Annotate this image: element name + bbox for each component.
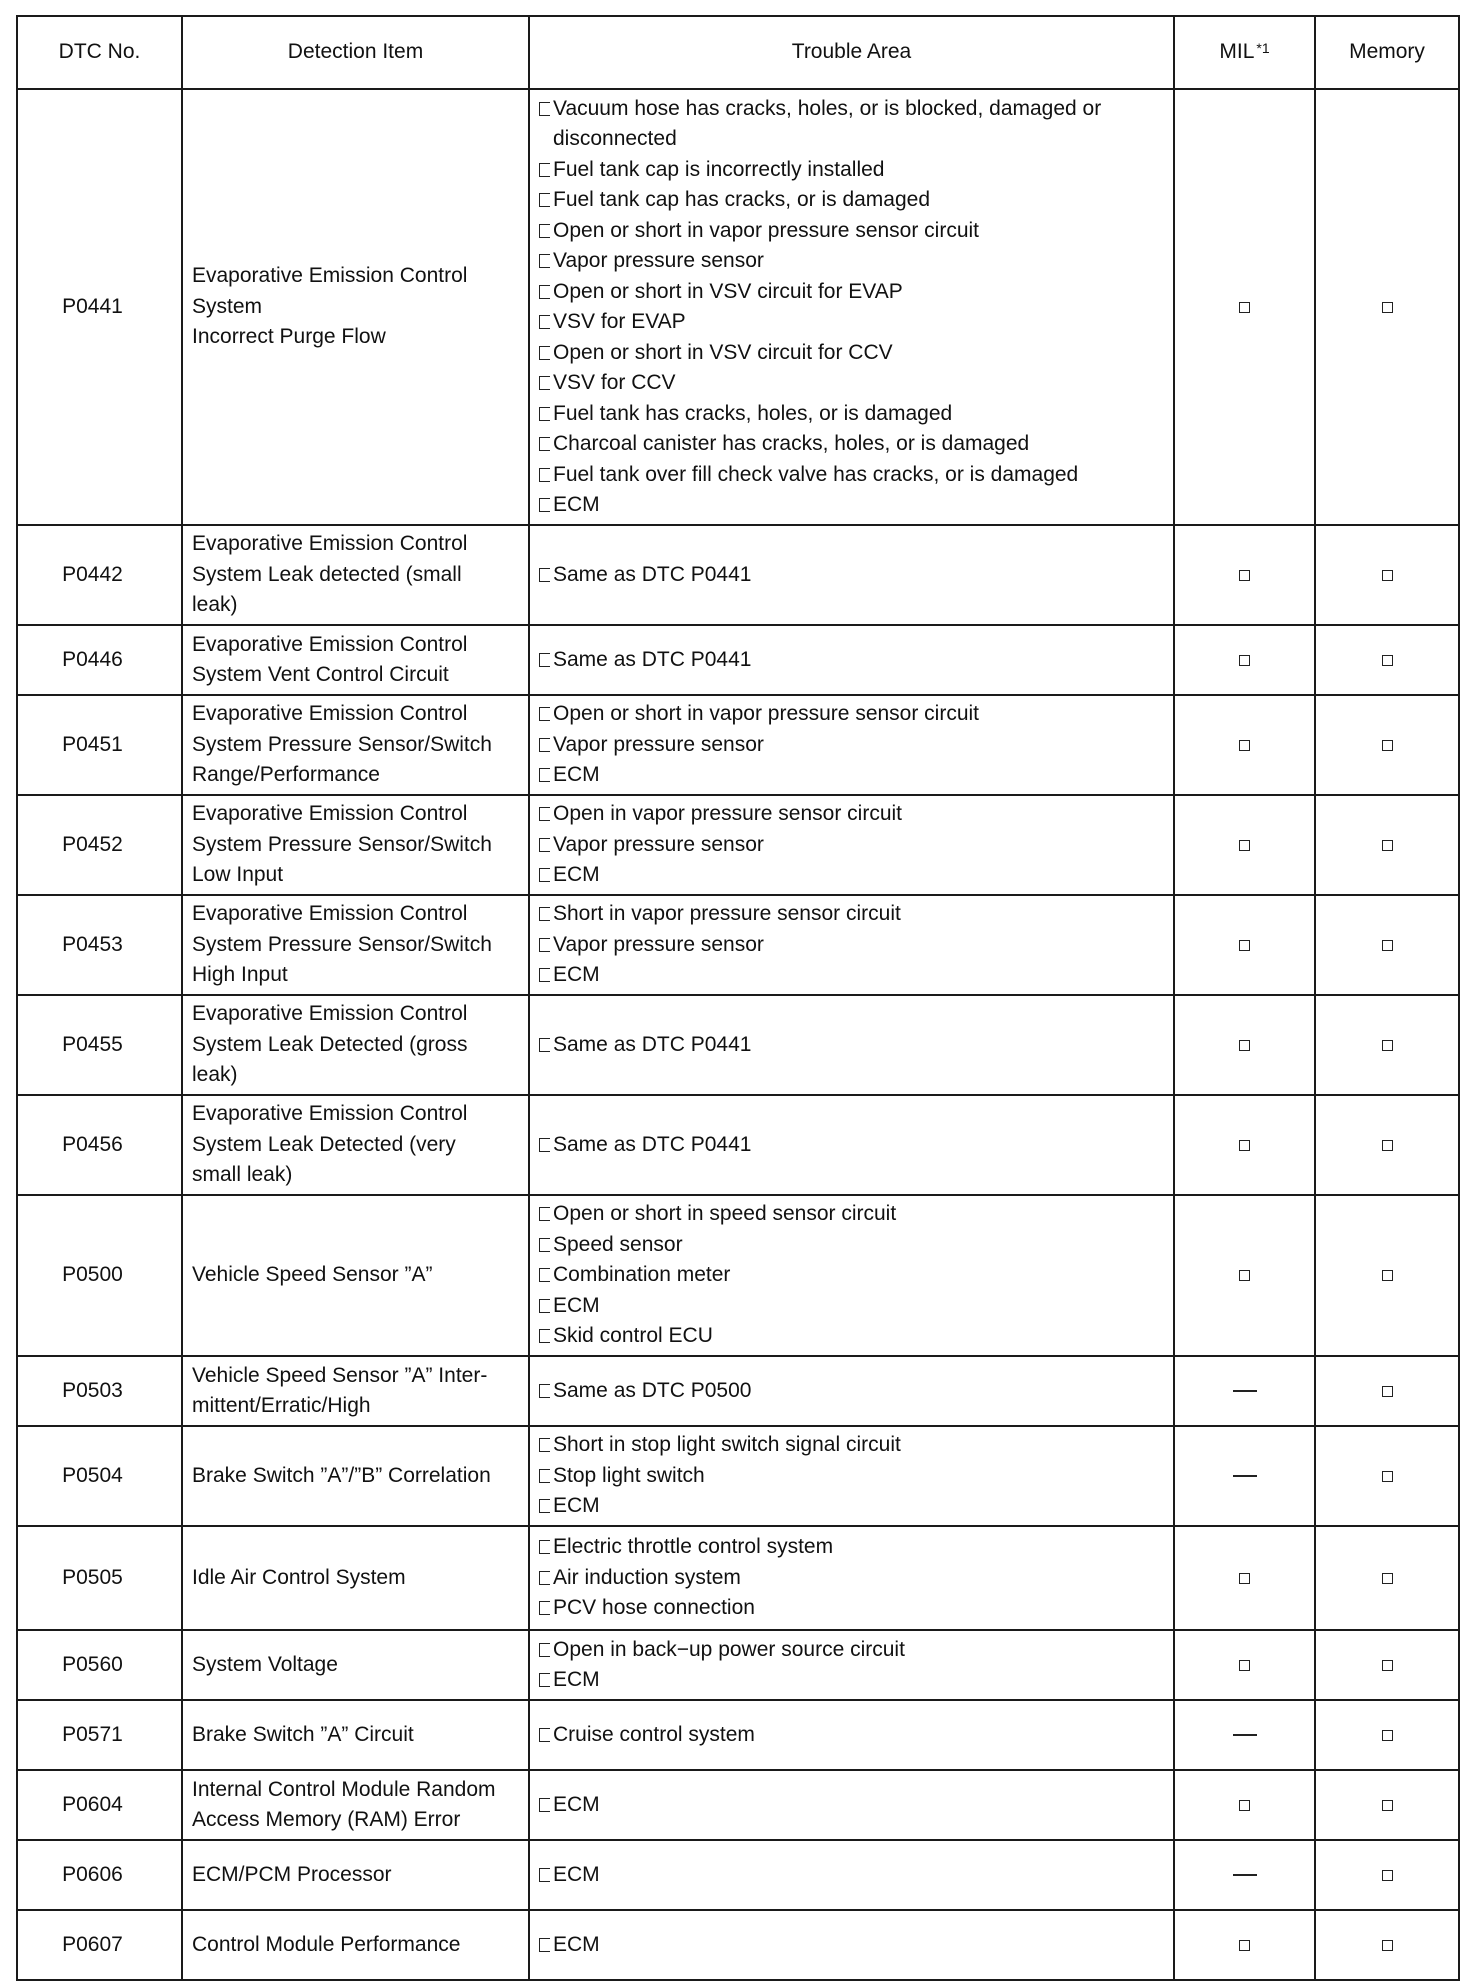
detection-item [182,1700,529,1770]
trouble-area-item: Charcoal canister has cracks, holes, or is damaged [539,429,1173,460]
detection-item [182,525,529,625]
header-dtc-no: DTC No. [17,16,182,89]
detection-item-line: Vehicle Speed Sensor ”A” Inter- [192,1363,488,1387]
trouble-area [529,995,1174,1095]
table-row [17,1630,1459,1700]
trouble-area-item: Speed sensor [539,1230,1173,1261]
checkbox-icon [1382,570,1393,581]
detection-item [182,1356,529,1426]
detection-item-line: Idle Air Control System [192,1565,406,1589]
detection-item [182,795,529,895]
checkbox-icon [1239,1270,1250,1281]
trouble-area-item: Air induction system [539,1563,1173,1594]
mil-cell [1174,795,1315,895]
mil-cell [1174,1095,1315,1195]
trouble-area [529,625,1174,695]
header-detection-item: Detection Item [182,16,529,89]
memory-cell [1315,89,1459,525]
trouble-area-item: Fuel tank over fill check valve has cracks, or is damaged [539,460,1173,491]
detection-item-line: Incorrect Purge Flow [192,325,386,349]
table-row [17,1700,1459,1770]
trouble-area-item: Same as DTC P0441 [539,560,1173,591]
memory-cell [1315,1630,1459,1700]
detection-item-line: Range/Performance [192,763,380,787]
checkbox-icon [1382,840,1393,851]
mil-cell [1174,995,1315,1095]
detection-item-line: Evaporative Emission Control [192,1002,468,1026]
detection-item [182,1840,529,1910]
trouble-area-item: ECM [539,1665,1173,1696]
header-row [17,16,1459,89]
mil-cell [1174,525,1315,625]
mil-cell [1174,1195,1315,1356]
checkbox-icon [1239,740,1250,751]
trouble-area-item: ECM [539,1930,1173,1961]
mil-cell [1174,895,1315,995]
detection-item-line: System Pressure Sensor/Switch [192,932,492,956]
memory-cell [1315,995,1459,1095]
trouble-area-item: Same as DTC P0441 [539,645,1173,676]
detection-item-line: Vehicle Speed Sensor ”A” [192,1263,433,1287]
detection-item [182,625,529,695]
detection-item-line: Evaporative Emission Control [192,902,468,926]
table-row [17,1910,1459,1980]
trouble-area-item: Open in back−up power source circuit [539,1635,1173,1666]
table-row [17,1426,1459,1526]
detection-item-line: Brake Switch ”A” Circuit [192,1722,414,1746]
trouble-area-item: Fuel tank has cracks, holes, or is damaged [539,399,1173,430]
memory-cell [1315,1700,1459,1770]
checkbox-icon [1239,1940,1250,1951]
checkbox-icon [1382,1140,1393,1151]
checkbox-icon [1239,1140,1250,1151]
dtc-number: P0442 [17,525,182,625]
trouble-area-item: Electric throttle control system [539,1532,1173,1563]
checkbox-icon [1382,1040,1393,1051]
trouble-area-item: Short in vapor pressure sensor circuit [539,899,1173,930]
checkbox-icon [1239,1660,1250,1671]
checkbox-icon [1239,940,1250,951]
detection-item [182,1630,529,1700]
mil-cell [1174,1700,1315,1770]
detection-item-line: System Leak detected (small [192,562,462,586]
table-row [17,995,1459,1095]
trouble-area-item: Vapor pressure sensor [539,930,1173,961]
detection-item-line: System Pressure Sensor/Switch [192,832,492,856]
trouble-area-item: VSV for CCV [539,368,1173,399]
mil-cell [1174,1770,1315,1840]
detection-item-line: System Leak Detected (gross [192,1032,468,1056]
checkbox-icon [1239,1573,1250,1584]
dtc-number: P0560 [17,1630,182,1700]
memory-cell [1315,895,1459,995]
detection-item-line: Brake Switch ”A”/”B” Correlation [192,1463,491,1487]
checkbox-icon [1382,1471,1393,1482]
trouble-area [529,695,1174,795]
dtc-number: P0456 [17,1095,182,1195]
trouble-area [529,1095,1174,1195]
trouble-area [529,1770,1174,1840]
detection-item-line: ECM/PCM Processor [192,1862,392,1886]
dtc-number: P0451 [17,695,182,795]
header-mil-label: MIL [1219,40,1255,64]
trouble-area-item: ECM [539,960,1173,991]
dash-icon [1233,1874,1257,1876]
checkbox-icon [1382,1270,1393,1281]
memory-cell [1315,1095,1459,1195]
memory-cell [1315,1195,1459,1356]
trouble-area-item: Same as DTC P0500 [539,1376,1173,1407]
trouble-area-item: ECM [539,1860,1173,1891]
mil-cell [1174,1526,1315,1630]
trouble-area-item: Short in stop light switch signal circuit [539,1430,1173,1461]
memory-cell [1315,1910,1459,1980]
detection-item-line: Evaporative Emission Control [192,702,468,726]
trouble-area-item: ECM [539,490,1173,521]
detection-item-line: Evaporative Emission Control [192,532,468,556]
mil-cell [1174,625,1315,695]
detection-item [182,1195,529,1356]
trouble-area-item: ECM [539,760,1173,791]
checkbox-icon [1382,940,1393,951]
dtc-number: P0455 [17,995,182,1095]
trouble-area-item: Vapor pressure sensor [539,730,1173,761]
checkbox-icon [1382,1660,1393,1671]
checkbox-icon [1239,1040,1250,1051]
trouble-area-item: Vapor pressure sensor [539,830,1173,861]
trouble-area [529,1356,1174,1426]
dtc-number: P0453 [17,895,182,995]
trouble-area [529,1910,1174,1980]
detection-item-line: System Leak Detected (very [192,1132,456,1156]
dtc-number: P0500 [17,1195,182,1356]
table-row [17,525,1459,625]
trouble-area [529,895,1174,995]
dtc-number: P0452 [17,795,182,895]
detection-item-line: leak) [192,1063,238,1087]
trouble-area-item: Stop light switch [539,1461,1173,1492]
table-row [17,1840,1459,1910]
checkbox-icon [1382,1573,1393,1584]
checkbox-icon [1382,740,1393,751]
dtc-number: P0505 [17,1526,182,1630]
checkbox-icon [1382,1386,1393,1397]
trouble-area [529,1426,1174,1526]
checkbox-icon [1382,1800,1393,1811]
detection-item-line: System Voltage [192,1652,338,1676]
dash-icon [1233,1390,1257,1392]
memory-cell [1315,1356,1459,1426]
table-body [17,89,1459,1980]
detection-item-line: System Pressure Sensor/Switch [192,732,492,756]
table-row [17,1526,1459,1630]
detection-item-line: Evaporative Emission Control [192,802,468,826]
dash-icon [1233,1734,1257,1736]
checkbox-icon [1382,302,1393,313]
table-row [17,625,1459,695]
detection-item [182,1770,529,1840]
detection-item-line: Low Input [192,863,284,887]
header-memory: Memory [1315,16,1459,89]
mil-cell [1174,1630,1315,1700]
dtc-number: P0604 [17,1770,182,1840]
trouble-area-continuation: disconnected [553,127,677,150]
header-mil [1174,16,1315,89]
mil-cell [1174,1910,1315,1980]
trouble-area-item: Open in vapor pressure sensor circuit [539,799,1173,830]
dtc-number: P0503 [17,1356,182,1426]
header-trouble-area: Trouble Area [529,16,1174,89]
trouble-area-item: PCV hose connection [539,1593,1173,1624]
detection-item [182,695,529,795]
trouble-area-item: Open or short in vapor pressure sensor circuit [539,216,1173,247]
table-row [17,1095,1459,1195]
trouble-area [529,1840,1174,1910]
checkbox-icon [1239,1800,1250,1811]
mil-cell [1174,89,1315,525]
dash-icon [1233,1475,1257,1477]
detection-item-line: Internal Control Module Random [192,1777,496,1801]
detection-item [182,1095,529,1195]
memory-cell [1315,1426,1459,1526]
trouble-area-item: Combination meter [539,1260,1173,1291]
mil-cell [1174,1356,1315,1426]
dtc-number: P0446 [17,625,182,695]
trouble-area-item: Vapor pressure sensor [539,246,1173,277]
trouble-area-item: Vacuum hose has cracks, holes, or is blocked, damaged or [539,94,1173,125]
detection-item-line: System Vent Control Circuit [192,663,449,686]
detection-item [182,1910,529,1980]
detection-item-line: System [192,294,263,318]
detection-item-line: Evaporative Emission Control [192,632,468,656]
memory-cell [1315,1526,1459,1630]
checkbox-icon [1239,655,1250,666]
header-mil-footnote: *1 [1256,40,1270,57]
trouble-area-item: Same as DTC P0441 [539,1030,1173,1061]
trouble-area [529,795,1174,895]
memory-cell [1315,525,1459,625]
trouble-area-item: Fuel tank cap has cracks, or is damaged [539,185,1173,216]
detection-item-line: Access Memory (RAM) Error [192,1808,461,1831]
detection-item-line: Evaporative Emission Control [192,264,468,288]
detection-item-line: mittent/Erratic/High [192,1394,371,1417]
trouble-area-item: Open or short in VSV circuit for EVAP [539,277,1173,308]
memory-cell [1315,795,1459,895]
trouble-area-item: ECM [539,1491,1173,1522]
memory-cell [1315,1840,1459,1910]
trouble-area [529,89,1174,525]
trouble-area-item: Same as DTC P0441 [539,1130,1173,1161]
trouble-area-item: Skid control ECU [539,1321,1173,1352]
detection-item [182,1426,529,1526]
table-row [17,895,1459,995]
memory-cell [1315,1770,1459,1840]
checkbox-icon [1382,1730,1393,1741]
table-row [17,1356,1459,1426]
dtc-number: P0607 [17,1910,182,1980]
checkbox-icon [1239,840,1250,851]
trouble-area [529,525,1174,625]
detection-item [182,1526,529,1630]
detection-item-line: Evaporative Emission Control [192,1102,468,1126]
memory-cell [1315,625,1459,695]
memory-cell [1315,695,1459,795]
trouble-area-item: Cruise control system [539,1720,1173,1751]
dtc-number: P0571 [17,1700,182,1770]
table-row [17,695,1459,795]
mil-cell [1174,695,1315,795]
trouble-area [529,1195,1174,1356]
table-row [17,89,1459,525]
trouble-area-item: Open or short in VSV circuit for CCV [539,338,1173,369]
trouble-area-item: ECM [539,1291,1173,1322]
mil-cell [1174,1426,1315,1526]
trouble-area [529,1700,1174,1770]
dtc-number: P0606 [17,1840,182,1910]
trouble-area-item: ECM [539,1790,1173,1821]
checkbox-icon [1382,1940,1393,1951]
checkbox-icon [1382,1870,1393,1881]
checkbox-icon [1239,570,1250,581]
trouble-area-item: Open or short in speed sensor circuit [539,1199,1173,1230]
detection-item [182,995,529,1095]
mil-cell [1174,1840,1315,1910]
detection-item-line: small leak) [192,1163,293,1187]
checkbox-icon [1239,302,1250,313]
detection-item-line: Control Module Performance [192,1932,461,1956]
dtc-number: P0441 [17,89,182,525]
table-row [17,1195,1459,1356]
table-row [17,795,1459,895]
detection-item [182,895,529,995]
trouble-area [529,1526,1174,1630]
trouble-area-item: VSV for EVAP [539,307,1173,338]
trouble-area-item: Fuel tank cap is incorrectly installed [539,155,1173,186]
table-row [17,1770,1459,1840]
detection-item-line: High Input [192,963,288,987]
dtc-number: P0504 [17,1426,182,1526]
trouble-area-item: ECM [539,860,1173,891]
detection-item-line: leak) [192,593,238,617]
checkbox-icon [1382,655,1393,666]
trouble-area [529,1630,1174,1700]
detection-item [182,89,529,525]
trouble-area-item: Open or short in vapor pressure sensor circuit [539,699,1173,730]
dtc-table [16,15,1460,1981]
